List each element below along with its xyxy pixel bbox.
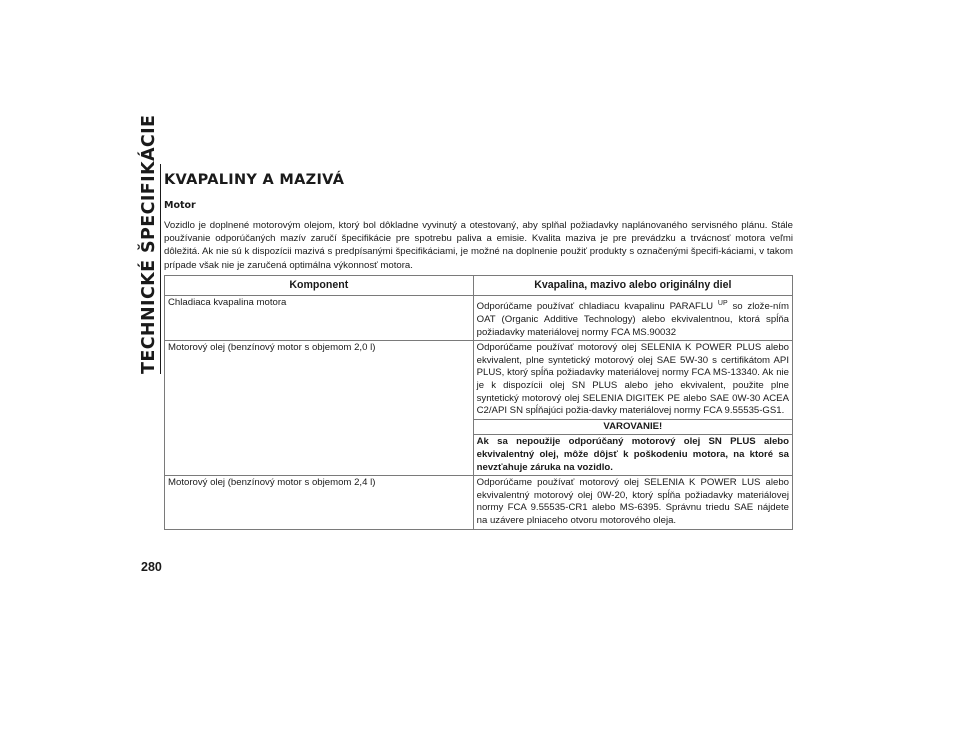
row3-component: Motorový olej (benzínový motor s objemom 2,4 l)	[165, 476, 474, 529]
row1-description	[473, 296, 792, 341]
table-row	[165, 341, 793, 420]
row1-desc-after: so zlože-ním OAT (Organic Additive Technology) alebo ekvivalentnou, ktorá spĺňa požiadavky materiálovej normy FCA MS.90032	[476, 301, 789, 338]
header-fluid: Kvapalina, mazivo alebo originálny diel	[473, 275, 792, 296]
table-header-row	[165, 275, 793, 296]
fluids-table	[164, 275, 793, 530]
table-row	[165, 296, 793, 341]
row2-description: Odporúčame používať motorový olej SELENIA K POWER PLUS alebo ekvivalent, plne syntetický motorový olej SAE 5W-30 s certifikátom API PLUS, ktorý spĺňa požiadavky materiálovej normy FCA MS-13340. Ak nie je k dispozícii olej SN PLUS alebo jeho ekvivalent, použite plne syntetický motorový olej SELENIA DIGITEK PE alebo SAE 0W-30 ACEA C2/API SN spĺňajúci požia-davky materiálovej normy FCA 9.55535-GS1.	[473, 341, 792, 420]
header-component: Komponent	[165, 275, 474, 296]
row1-desc-before: Odporúčame používať chladiacu kvapalinu PARAFLU	[476, 301, 718, 313]
row1-desc-sup: UP	[717, 300, 728, 308]
section-title: KVAPALINY A MAZIVÁ	[164, 172, 345, 188]
row3-description: Odporúčame používať motorový olej SELENIA K POWER LUS alebo ekvivalentný motorový olej 0W-20, ktorý spĺňa požiadavky materiálovej normy FCA 9.55535-CR1 alebo MS-6395. Správnu triedu SAE nájdete na uzávere plniaceho otvoru motorového oleja.	[473, 476, 792, 529]
page-content	[164, 172, 793, 530]
row2-component: Motorový olej (benzínový motor s objemom 2,0 l)	[165, 341, 474, 476]
side-section-title: TECHNICKÉ ŠPECIFIKÁCIE	[139, 114, 159, 374]
page-number: 280	[141, 560, 162, 574]
intro-paragraph: Vozidlo je doplnené motorovým olejom, ktorý bol dôkladne vyvinutý a otestovaný, aby splňal požiadavky naplánovaného servisného plánu. Stále používanie odporúčaných mazív zaručí špecifikácie pre spotrebu paliva a emisie. Kvalita maziva je pre prevádzku a trvácnosť motora veľmi dôležitá. Ak nie sú k dispozícii mazivá s predpísanými špecifikáciami, je možné na doplnenie použiť produkty s označenými špecifi-káciami, v takom prípade však nie je zaručená optimálna výkonnosť motora.	[164, 220, 793, 271]
warning-text: Ak sa nepoužije odporúčaný motorový olej SN PLUS alebo ekvivalentný olej, môže dôjsť k poškodeniu motora, na ktoré sa nevzťahuje záruka na vozidlo.	[473, 435, 792, 476]
warning-title: VAROVANIE!	[473, 419, 792, 435]
row1-component: Chladiaca kvapalina motora	[165, 296, 474, 341]
table-row	[165, 476, 793, 529]
subsection-title: Motor	[164, 200, 196, 211]
